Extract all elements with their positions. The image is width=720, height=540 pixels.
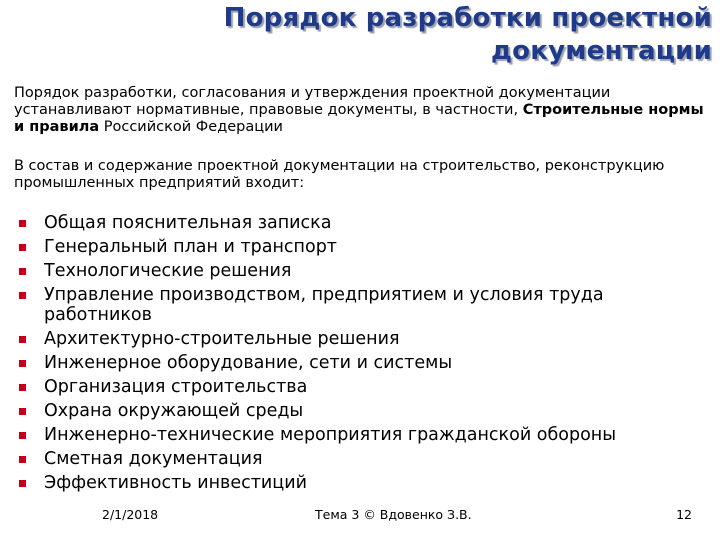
- square-bullet-icon: [19, 432, 26, 439]
- list-item: [14, 329, 704, 349]
- list-item: [14, 353, 704, 373]
- square-bullet-icon: [19, 480, 26, 487]
- square-bullet-icon: [19, 292, 26, 299]
- slide-title: [92, 2, 712, 68]
- square-bullet-icon: [19, 268, 26, 275]
- page-number: 12: [676, 507, 692, 522]
- list-item-text: Сметная документация: [44, 449, 263, 469]
- list-item: [14, 425, 704, 445]
- intro-bold-term: Строительные нормы и правила: [14, 102, 704, 135]
- list-item: [14, 261, 704, 281]
- list-item: [14, 449, 704, 469]
- list-item: [14, 285, 704, 325]
- list-item-text: Охрана окружающей среды: [44, 401, 304, 421]
- list-item: [14, 237, 704, 257]
- list-item-text: Инженерное оборудование, сети и системы: [44, 353, 453, 373]
- footer-date: 2/1/2018: [102, 507, 159, 522]
- list-item-text: Архитектурно-строительные решения: [44, 329, 400, 349]
- list-item-text: Управление производством, предприятием и условия труда работников: [44, 285, 604, 325]
- intro-paragraph: [14, 85, 704, 136]
- square-bullet-icon: [19, 220, 26, 227]
- list-item: [14, 213, 704, 233]
- square-bullet-icon: [19, 336, 26, 343]
- list-item: [14, 401, 704, 421]
- square-bullet-icon: [19, 244, 26, 251]
- square-bullet-icon: [19, 456, 26, 463]
- list-item: [14, 377, 704, 397]
- square-bullet-icon: [19, 384, 26, 391]
- list-item-text: Эффективность инвестиций: [44, 473, 307, 493]
- list-item-text: Генеральный план и транспорт: [44, 237, 338, 257]
- list-lead-paragraph: В состав и содержание проектной документации на строительство, реконструкцию промышленных предприятий входит:: [14, 158, 665, 191]
- slide-title-line-2: документации: [490, 36, 712, 66]
- intro-text-end: Российской Федерации: [99, 119, 283, 135]
- list-item-text: Инженерно-технические мероприятия гражданской обороны: [44, 425, 617, 445]
- list-item: [14, 473, 704, 493]
- list-item-text: Технологические решения: [44, 261, 292, 281]
- content-list: [14, 213, 704, 497]
- square-bullet-icon: [19, 360, 26, 367]
- list-item-text: Общая пояснительная записка: [44, 213, 332, 233]
- footer-author: Тема 3 © Вдовенко З.В.: [315, 507, 472, 522]
- intro-text-start: Порядок разработки, согласования и утверждения проектной документации устанавливают нормативные, правовые документы, в частности,: [14, 85, 611, 118]
- list-item-text: Организация строительства: [44, 377, 308, 397]
- square-bullet-icon: [19, 408, 26, 415]
- slide-title-line-1: Порядок разработки проектной: [223, 3, 712, 33]
